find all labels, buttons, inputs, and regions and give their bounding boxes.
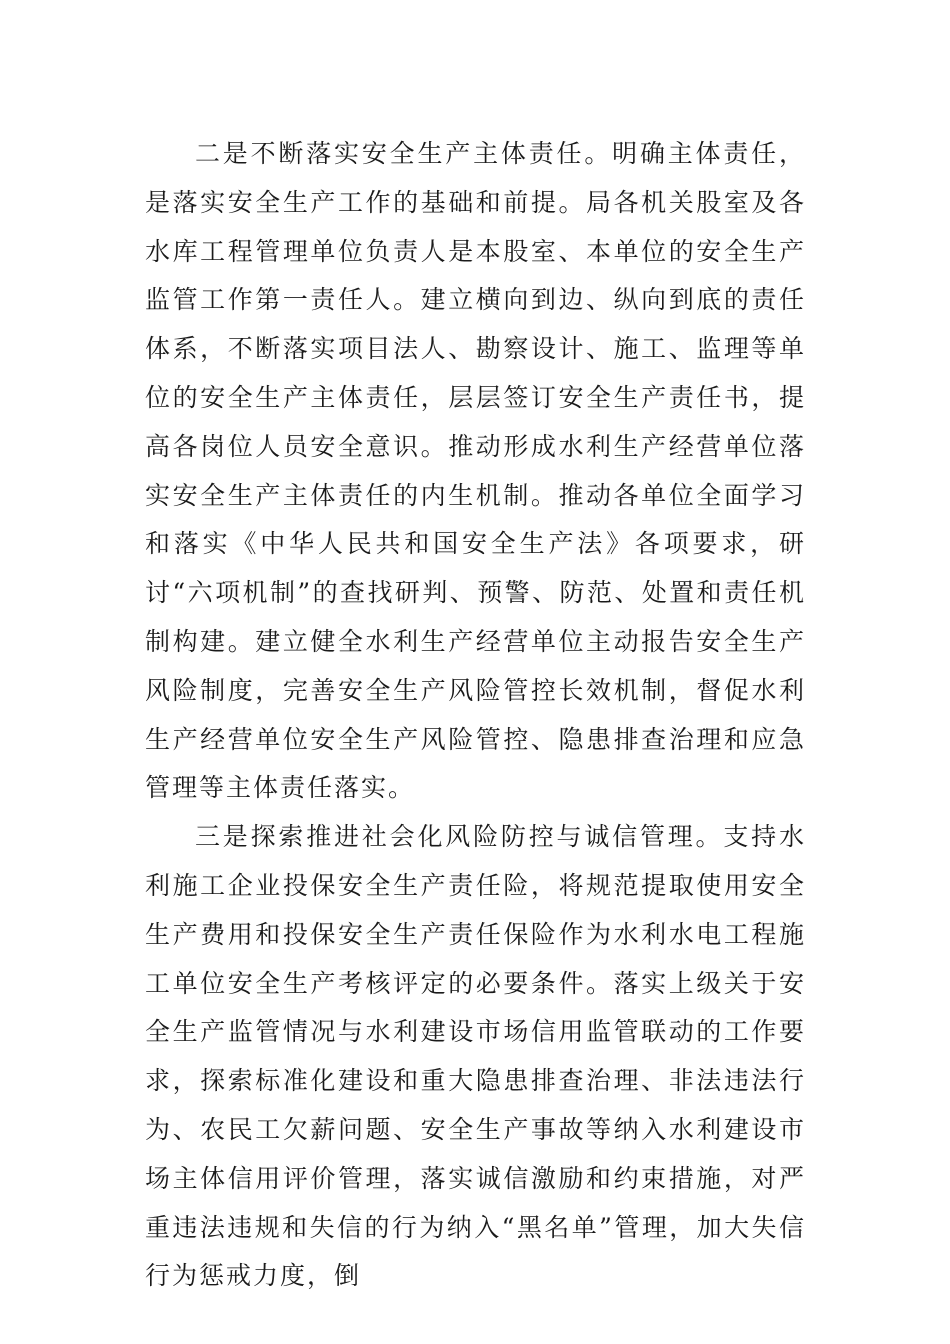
- document-body: [145, 130, 806, 1301]
- paragraph-risk-credit-management: 三是探索推进社会化风险防控与诚信管理。支持水利施工企业投保安全生产责任险，将规范提取使用安全生产费用和投保安全生产责任保险作为水利水电工程施工单位安全生产考核评定的必要条件。落实上级关于安全生产监管情况与水利建设市场信用监管联动的工作要求，探索标准化建设和重大隐患排查治理、非法违法行为、农民工欠薪问题、安全生产事故等纳入水利建设市场主体信用评价管理，落实诚信激励和约束措施，对严重违法违规和失信的行为纳入“黑名单”管理，加大失信行为惩戒力度，倒: [145, 822, 806, 1291]
- paragraph-safety-responsibility: 二是不断落实安全生产主体责任。明确主体责任，是落实安全生产工作的基础和前提。局各机关股室及各水库工程管理单位负责人是本股室、本单位的安全生产监管工作第一责任人。建立横向到边、纵向到底的责任体系，不断落实项目法人、勘察设计、施工、监理等单位的安全生产主体责任，层层签订安全生产责任书，提高各岗位人员安全意识。推动形成水利生产经营单位落实安全生产主体责任的内生机制。推动各单位全面学习和落实《中华人民共和国安全生产法》各项要求，研讨“六项机制”的查找研判、预警、防范、处置和责任机制构建。建立健全水利生产经营单位主动报告安全生产风险制度，完善安全生产风险管控长效机制，督促水利生产经营单位安全生产风险管控、隐患排查治理和应急管理等主体责任落实。: [145, 139, 806, 803]
